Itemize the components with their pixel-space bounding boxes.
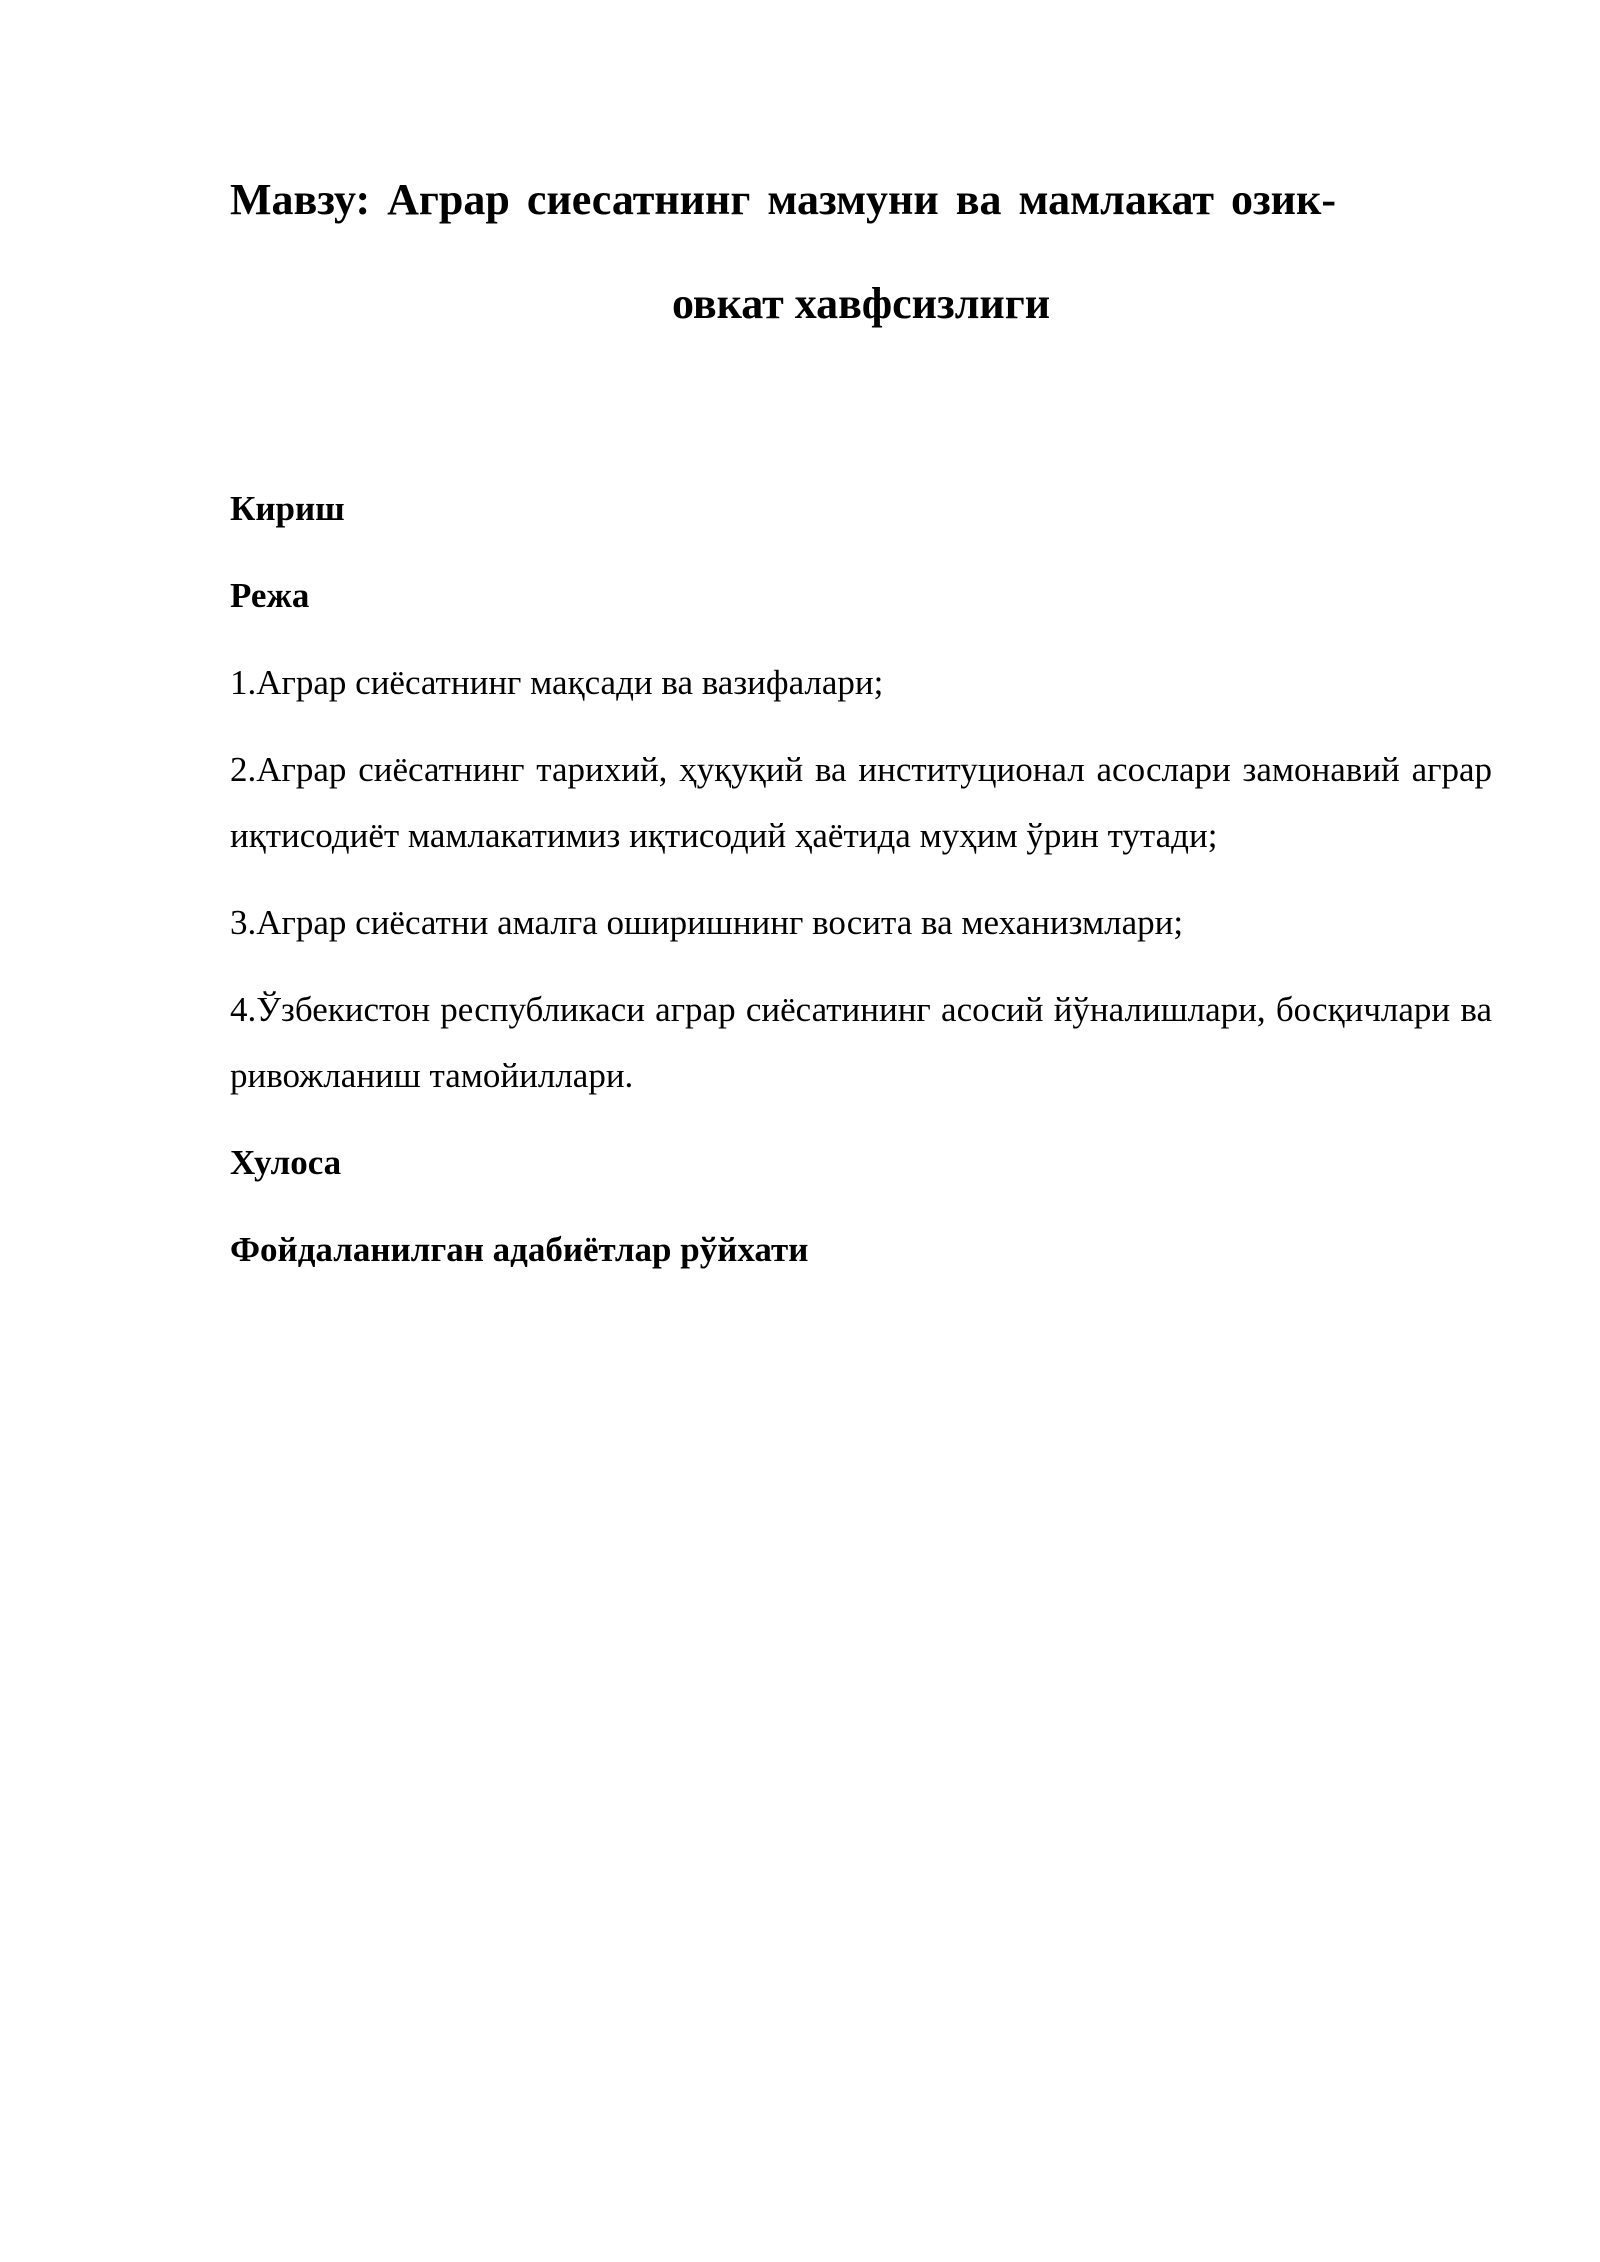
references-heading: Фойдаланилган адабиётлар рўйхати <box>230 1230 809 1269</box>
plan-item-1: 1.Аграр сиёсатнинг мақсади ва вазифалари; <box>230 663 884 702</box>
document-body <box>230 148 1492 1304</box>
plan-heading: Режа <box>230 576 310 615</box>
plan-item-2: 2.Аграр сиёсатнинг тарихий, ҳуқуқий ва институционал асослари замонавий аграр иқтисодиёт мамлакатимиз иқтисодий ҳаётида муҳим ўрин тутади; <box>230 750 1492 855</box>
conclusion-heading: Хулоса <box>230 1143 342 1182</box>
document-title <box>230 148 1492 356</box>
intro-heading: Кириш <box>230 489 345 528</box>
title-line-2: овкат хавфсизлиги <box>671 279 1051 328</box>
plan-item-3: 3.Аграр сиёсатни амалга оширишнинг восита ва механизмлари; <box>230 903 1184 942</box>
title-spacer <box>230 356 1492 476</box>
title-line-1: Мавзу: Аграр сиесатнинг мазмуни ва мамлакат озик- <box>230 175 1337 224</box>
plan-item-4: 4.Ўзбекистон республикаси аграр сиёсатининг асосий йўналишлари, босқичлари ва ривожланиш тамойиллари. <box>230 990 1492 1095</box>
